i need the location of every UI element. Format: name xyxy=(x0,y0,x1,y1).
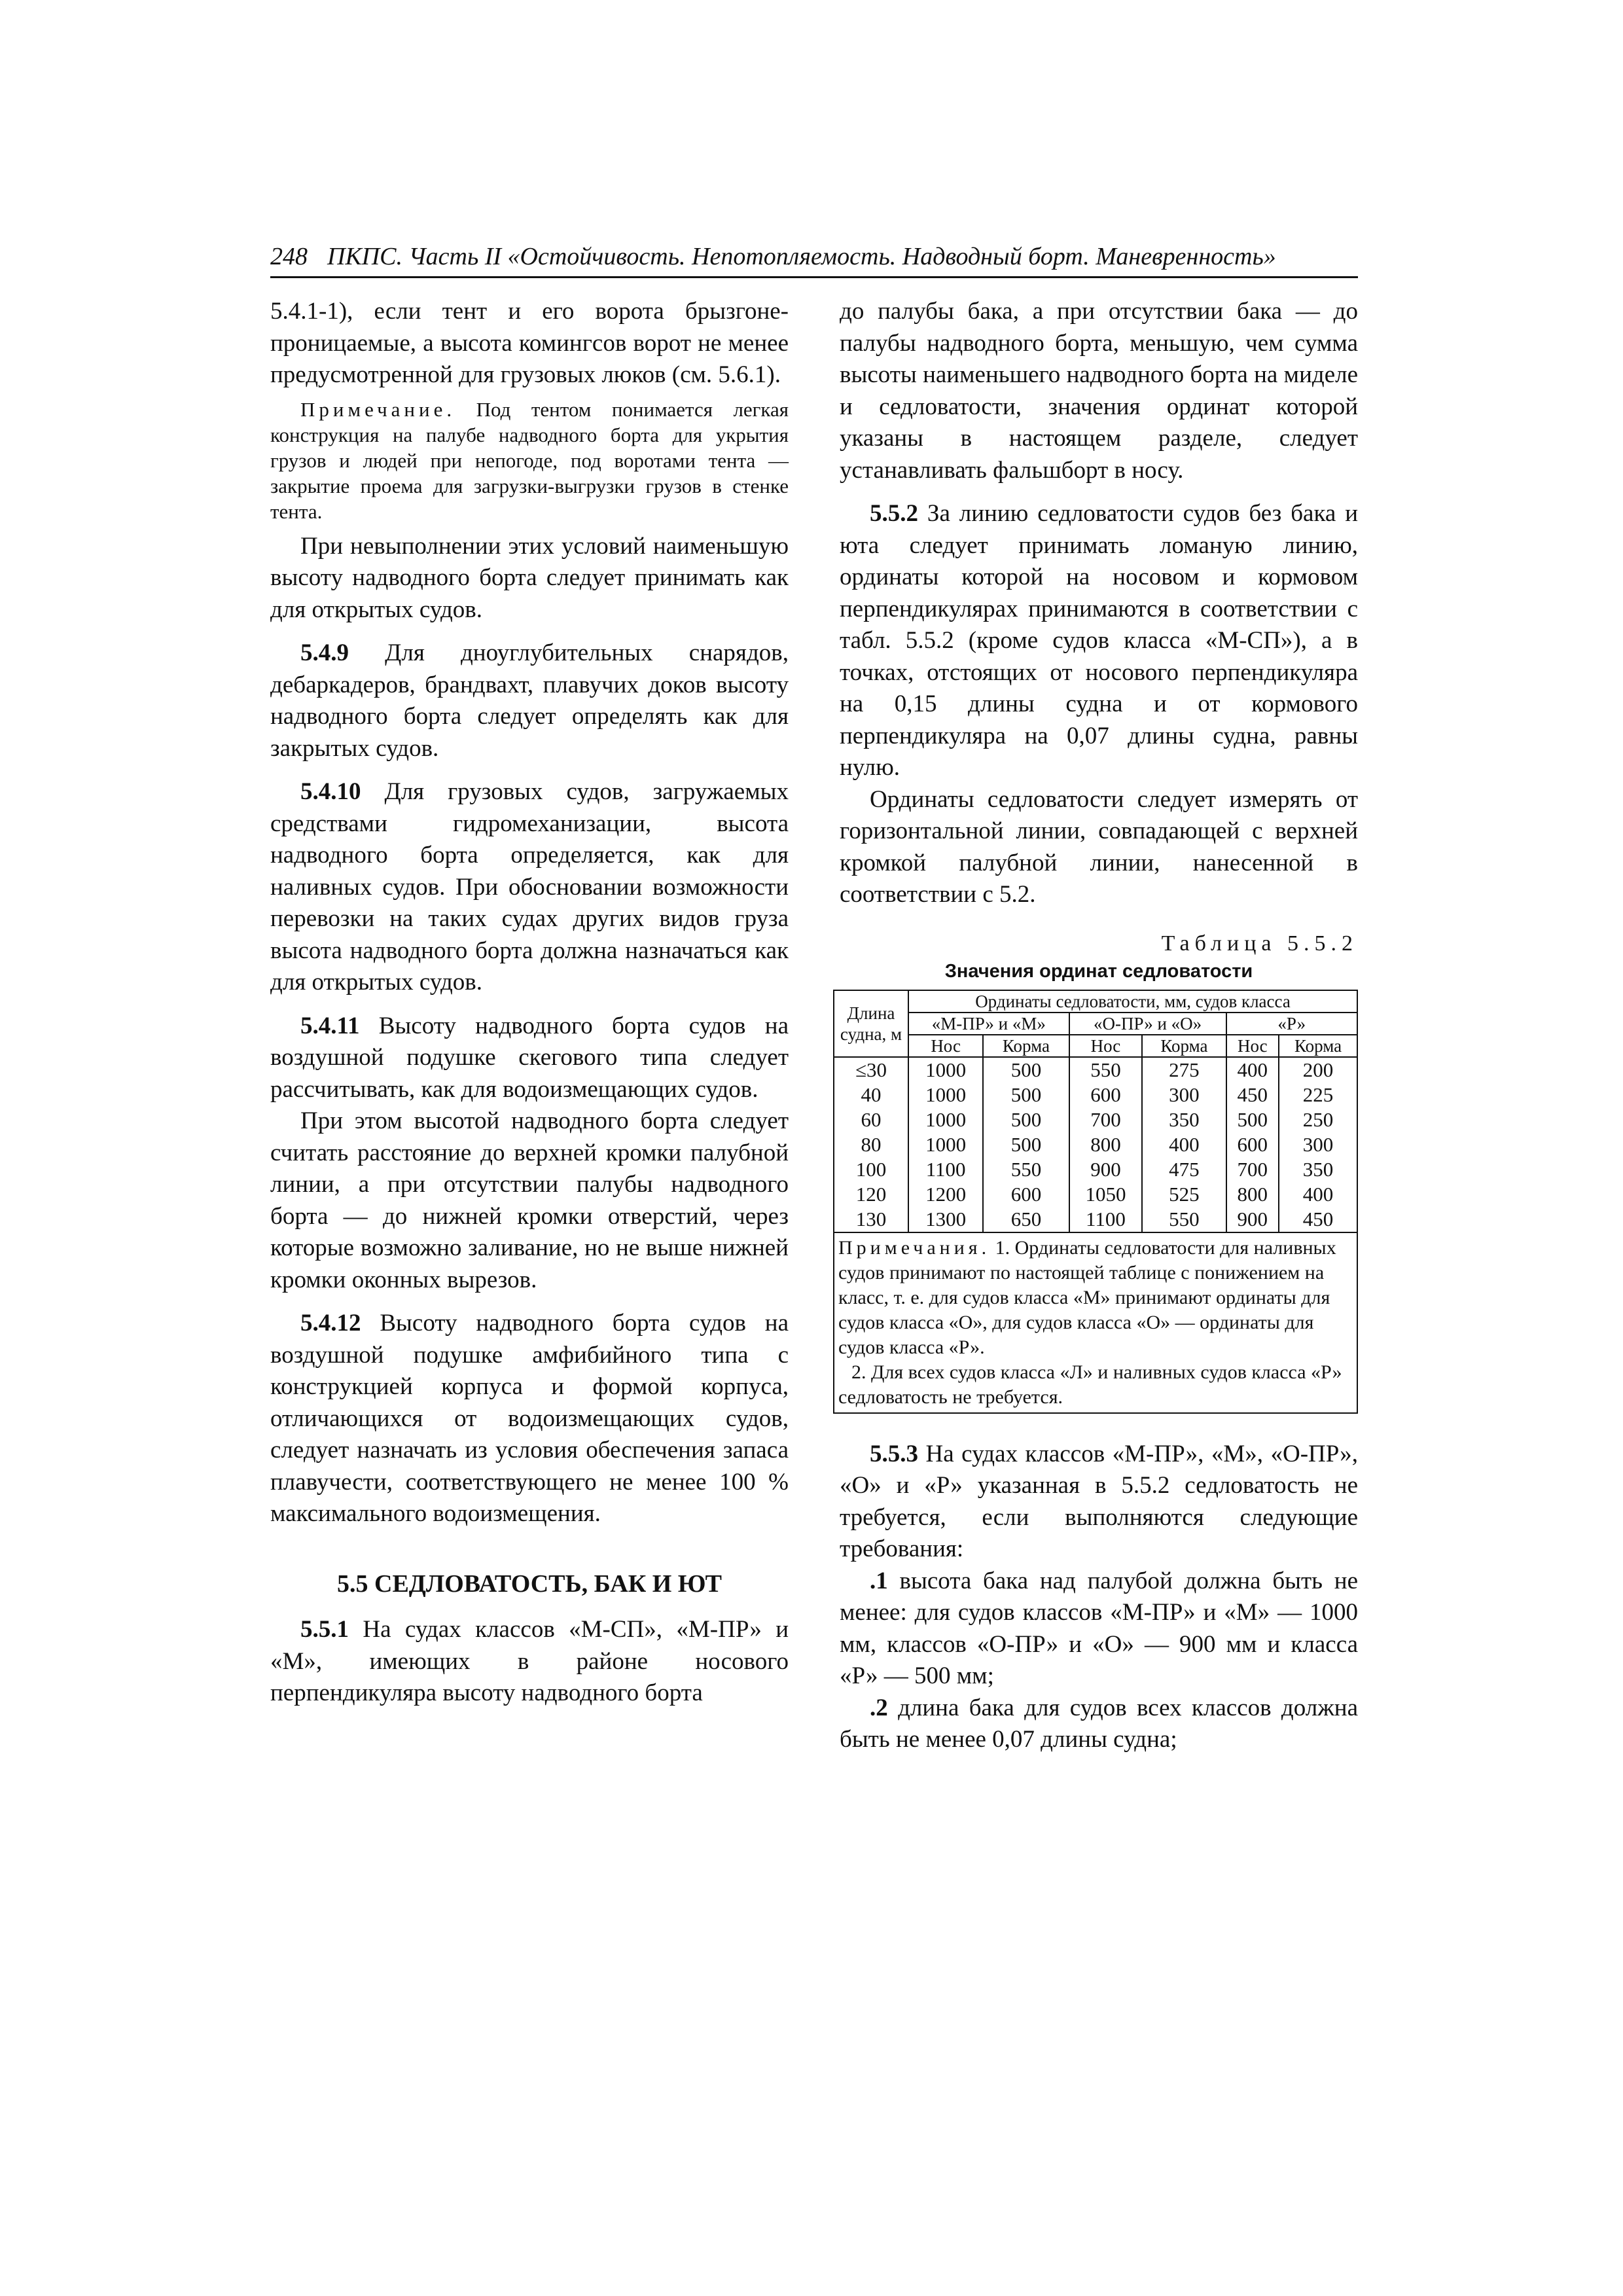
table-cell: 500 xyxy=(1226,1107,1279,1132)
table-cell: 1100 xyxy=(1069,1207,1143,1232)
item-text: высота бака над палубой должна быть не менее: для судов классов «М-ПР» и «М» — 1000 мм, классов «О-ПР» и «О» — 900 мм и класса «Р» — 500 мм; xyxy=(840,1567,1358,1689)
table-row xyxy=(834,1083,1357,1107)
item-number: .1 xyxy=(870,1567,888,1594)
section-title: 5.5 СЕДЛОВАТОСТЬ, БАК И ЮТ xyxy=(337,1570,722,1598)
clause-number: 5.5.3 xyxy=(870,1440,918,1467)
clause-number: 5.4.9 xyxy=(300,639,349,666)
table-cell: 1000 xyxy=(908,1057,983,1083)
right-column xyxy=(840,296,1358,1756)
column-header-stern: Корма xyxy=(983,1035,1069,1057)
table-cell: 400 xyxy=(1279,1182,1357,1207)
paragraph: 5.4.1-1), если тент и его ворота брызгоне-проницаемые, а высота комингсов ворот не менее предусмотренной для грузовых люков (см. 5.6.1). xyxy=(270,298,789,388)
table-note-1: 1. Ординаты седловатости для наливных судов принимают по настоящей таблице с понижением на класс, т. е. для судов класса «М» принимают ординаты для судов класса «О», для судов класса «О» — ординаты для судов класса «Р». xyxy=(838,1236,1336,1358)
paragraph: При невыполнении этих условий наименьшую высоту надводного борта следует принимать как для открытых судов. xyxy=(270,532,789,623)
column-header-class: «Р» xyxy=(1226,1013,1357,1035)
note xyxy=(270,397,789,524)
table-cell: 550 xyxy=(983,1157,1069,1182)
clause-5-5-3 xyxy=(840,1439,1358,1566)
table-cell: 650 xyxy=(983,1207,1069,1232)
column-header-nose: Нос xyxy=(1069,1035,1143,1057)
clause-5-5-1 xyxy=(270,1614,789,1710)
table-cell: 400 xyxy=(1142,1132,1226,1157)
table-cell: 525 xyxy=(1142,1182,1226,1207)
table-cell: 40 xyxy=(834,1083,908,1107)
table-row xyxy=(834,1182,1357,1207)
clause-5-4-12 xyxy=(270,1308,789,1530)
table-row xyxy=(834,1207,1357,1232)
clause-text: Высоту надводного борта судов на воздушной подушке амфибийного типа с конструкцией корпуса и формой корпуса, отличающихся от водоизмещающих судов, следует назначать из условия обеспечения запаса плавучести, соответствующего не менее 100 % максимального водоизмещения. xyxy=(270,1310,789,1527)
clause-5-5-2 xyxy=(840,498,1358,784)
table-cell: 80 xyxy=(834,1132,908,1157)
table-cell: 120 xyxy=(834,1182,908,1207)
table-cell: 350 xyxy=(1142,1107,1226,1132)
clause-number: 5.5.2 xyxy=(870,500,918,527)
page-header xyxy=(270,241,1358,278)
table-cell: 275 xyxy=(1142,1057,1226,1083)
clause-number: 5.4.11 xyxy=(300,1012,360,1039)
clause-text: На судах классов «М-СП», «М-ПР» и «М», имеющих в районе носового перпендикуляра высоту надводного борта xyxy=(270,1616,789,1706)
table-row xyxy=(834,1057,1357,1083)
clause-number: 5.5.1 xyxy=(300,1616,349,1643)
note-text: Под тентом понимается легкая конструкция на палубе надводного борта для укрытия грузов и людей при непогоде, под воротами тента — закрытие проема для загрузки-выгрузки грузов в стенке тента. xyxy=(270,397,789,523)
column-header-stern: Корма xyxy=(1279,1035,1357,1057)
list-item xyxy=(840,1566,1358,1693)
table-cell: 1000 xyxy=(908,1132,983,1157)
table-cell: 350 xyxy=(1279,1157,1357,1182)
table-cell: 1300 xyxy=(908,1207,983,1232)
table-cell: 250 xyxy=(1279,1107,1357,1132)
table-notes xyxy=(834,1232,1357,1413)
paragraph: Ординаты седловатости следует измерять от горизонтальной линии, совпадающей с верхней кромкой палубной линии, нанесенной в соответствии с 5.2. xyxy=(840,785,1358,908)
clause-text: Для грузовых судов, загружаемых средствами гидромеханизации, высота надводного борта определяется, как для наливных судов. При обосновании возможности перевозки на таких судах других видов груза высота надводного борта должна назначаться как для открытых судов. xyxy=(270,778,789,996)
table-cell: 500 xyxy=(983,1083,1069,1107)
clause-5-4-11 xyxy=(270,1011,789,1106)
table-cell: 450 xyxy=(1226,1083,1279,1107)
column-header-class: «О-ПР» и «О» xyxy=(1069,1013,1226,1035)
table-cell: 130 xyxy=(834,1207,908,1232)
column-header-length: Длина судна, м xyxy=(834,990,908,1057)
column-header-class: «М-ПР» и «М» xyxy=(908,1013,1069,1035)
paragraph: до палубы бака, а при отсутствии бака — до палубы надводного борта, меньшую, чем сумма высоты наименьшего надводного борта на миделе и седловатости, значения ординат которой указаны в настоящем разделе, следует устанавливать фальшборт в носу. xyxy=(840,298,1358,484)
table-cell: 600 xyxy=(1226,1132,1279,1157)
clause-text: Для дноуглубительных снарядов, дебаркадеров, брандвахт, плавучих доков высоту надводного борта следует определять как для закрытых судов. xyxy=(270,639,789,762)
table-row xyxy=(834,1107,1357,1132)
table-cell: 475 xyxy=(1142,1157,1226,1182)
clause-5-4-9 xyxy=(270,637,789,764)
table-cell: 60 xyxy=(834,1107,908,1132)
table-cell: 800 xyxy=(1069,1132,1143,1157)
table-title: Значения ординат седловатости xyxy=(944,960,1253,982)
clause-text: Высоту надводного борта судов на воздушной подушке скегового типа следует рассчитывать, как для водоизмещающих судов. xyxy=(270,1012,789,1103)
table-cell: 300 xyxy=(1142,1083,1226,1107)
table-cell: 450 xyxy=(1279,1207,1357,1232)
table-cell: 900 xyxy=(1226,1207,1279,1232)
column-header-nose: Нос xyxy=(908,1035,983,1057)
table-row xyxy=(834,1157,1357,1182)
clause-number: 5.4.12 xyxy=(300,1310,361,1336)
table-cell: 1200 xyxy=(908,1182,983,1207)
left-column xyxy=(270,296,789,1710)
list-item xyxy=(840,1693,1358,1756)
table-cell: 225 xyxy=(1279,1083,1357,1107)
table-cell: 600 xyxy=(1069,1083,1143,1107)
table-note-2: 2. Для всех судов класса «Л» и наливных судов класса «Р» седловатость не требуется. xyxy=(838,1361,1342,1408)
sheer-ordinates-table xyxy=(833,990,1358,1414)
column-header-nose: Нос xyxy=(1226,1035,1279,1057)
table-cell: 500 xyxy=(983,1132,1069,1157)
note-label: Примечание. xyxy=(300,397,456,421)
paragraph: При этом высотой надводного борта следует считать расстояние до верхней кромки палубной линии, а при отсутствии палубы надводного борта — до нижней кромки отверстий, через которые возможно заливание, но не выше нижней кромки оконных вырезов. xyxy=(270,1107,789,1293)
table-cell: 1000 xyxy=(908,1083,983,1107)
table-cell: 500 xyxy=(983,1057,1069,1083)
table-cell: 500 xyxy=(983,1107,1069,1132)
table-cell: 300 xyxy=(1279,1132,1357,1157)
column-header-stern: Корма xyxy=(1142,1035,1226,1057)
table-cell: 700 xyxy=(1069,1107,1143,1132)
table-cell: 900 xyxy=(1069,1157,1143,1182)
page-number: 248 xyxy=(270,243,308,270)
table-cell: 400 xyxy=(1226,1057,1279,1083)
table-cell: 600 xyxy=(983,1182,1069,1207)
table-cell: 1000 xyxy=(908,1107,983,1132)
table-cell: ≤30 xyxy=(834,1057,908,1083)
clause-text: На судах классов «М-ПР», «М», «О-ПР», «О» и «Р» указанная в 5.5.2 седловатость не требуется, если выполняются следующие требования: xyxy=(840,1440,1358,1562)
item-number: .2 xyxy=(870,1694,888,1721)
clause-text: За линию седловатости судов без бака и юта следует принимать ломаную линию, ординаты которой на носовом и кормовом перпендикулярах принимаются в соответствии с табл. 5.5.2 (кроме судов класса «М-СП»), а в точках, отстоящих от носового перпендикуляра на 0,15 длины судна и от кормового перпендикуляра на 0,07 длины судна, равны нулю. xyxy=(840,500,1359,781)
table-cell: 700 xyxy=(1226,1157,1279,1182)
table-caption: Таблица 5.5.2 xyxy=(1161,931,1358,956)
clause-number: 5.4.10 xyxy=(300,778,361,805)
item-text: длина бака для судов всех классов должна быть не менее 0,07 длины судна; xyxy=(840,1694,1359,1753)
table-cell: 200 xyxy=(1279,1057,1357,1083)
column-header-group: Ординаты седловатости, мм, судов класса xyxy=(908,990,1357,1013)
clause-5-4-10 xyxy=(270,776,789,999)
table-notes-label: Примечания. xyxy=(838,1236,991,1259)
running-title: ПКПС. Часть II «Остойчивость. Непотопляемость. Надводный борт. Маневренность» xyxy=(327,243,1276,270)
table-cell: 1050 xyxy=(1069,1182,1143,1207)
table-cell: 550 xyxy=(1142,1207,1226,1232)
table-cell: 1100 xyxy=(908,1157,983,1182)
table-cell: 550 xyxy=(1069,1057,1143,1083)
table-cell: 800 xyxy=(1226,1182,1279,1207)
table-cell: 100 xyxy=(834,1157,908,1182)
table-row xyxy=(834,1132,1357,1157)
